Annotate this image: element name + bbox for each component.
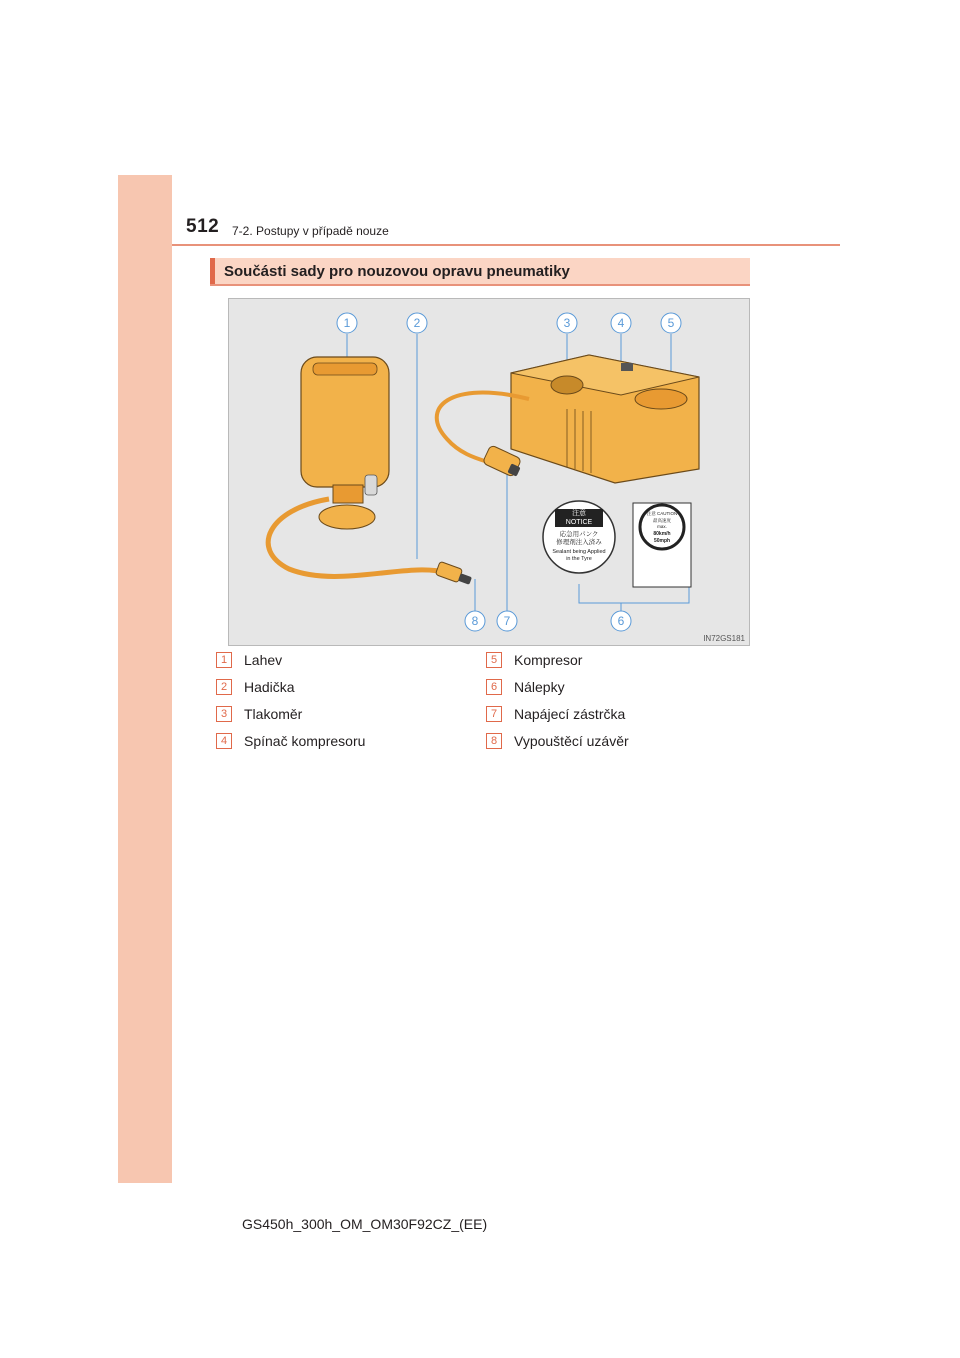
sticker-left-line6: in the Tyre [566, 556, 592, 562]
section-heading-bar [210, 258, 750, 286]
legend-text: Lahev [244, 652, 283, 668]
legend-number: 6 [486, 679, 502, 695]
legend-text: Hadička [244, 679, 295, 695]
sticker-right-line2: 最高速度 [653, 518, 671, 523]
sticker-right-line3: max. [657, 524, 667, 529]
sticker-left-line3: 応急用パンク [559, 531, 599, 538]
legend-item [216, 704, 302, 724]
legend-item [486, 731, 629, 751]
legend-item [486, 650, 582, 670]
callout-5: 5 [667, 316, 675, 330]
legend-number: 1 [216, 652, 232, 668]
sticker-left-line5: Sealant being Applied [552, 549, 606, 555]
legend-item [486, 704, 625, 724]
legend-text: Napájecí zástrčka [514, 706, 626, 722]
sticker-left-line4: 修理剤注入済み [556, 539, 602, 546]
running-header: 7-2. Postupy v případě nouze [232, 224, 389, 238]
figure-code: IN72GS181 [703, 634, 745, 643]
section-accent [210, 258, 215, 284]
callout-3: 3 [563, 316, 571, 330]
callout-1: 1 [343, 316, 351, 330]
legend-number: 7 [486, 706, 502, 722]
header-rule [172, 244, 840, 246]
compressor-shape [511, 355, 699, 483]
legend-text: Nálepky [514, 679, 565, 695]
sticker-left-line2: NOTICE [565, 519, 593, 526]
callout-6: 6 [617, 614, 625, 628]
callout-2: 2 [413, 316, 421, 330]
section-title: Součásti sady pro nouzovou opravu pneumatiky [224, 263, 570, 280]
sticker-right-line4: 80km/h [653, 531, 671, 537]
legend-number: 5 [486, 652, 502, 668]
kit-drawing [229, 299, 749, 645]
side-tab-strip [118, 175, 172, 1183]
legend-number: 3 [216, 706, 232, 722]
legend-item [216, 677, 295, 697]
legend-text: Kompresor [514, 652, 583, 668]
release-cap-shape [435, 561, 472, 584]
legend-text: Tlakoměr [244, 706, 303, 722]
callout-8: 8 [471, 614, 479, 628]
legend-number: 2 [216, 679, 232, 695]
legend-item [216, 731, 365, 751]
sticker-left-line1: 注意 [572, 510, 586, 517]
callout-7: 7 [503, 614, 511, 628]
sticker-right-line5: 50mph [653, 538, 671, 544]
legend-text: Spínač kompresoru [244, 733, 366, 749]
sticker-right-line1: 注意 CAUTION [646, 511, 678, 516]
legend-item [216, 650, 282, 670]
legend-item [486, 677, 565, 697]
footer-doc-code: GS450h_300h_OM_OM30F92CZ_(EE) [242, 1216, 488, 1232]
legend-number: 8 [486, 733, 502, 749]
legend-number: 4 [216, 733, 232, 749]
legend-text: Vypouštěcí uzávěr [514, 733, 629, 749]
kit-illustration [228, 298, 750, 646]
page-number: 512 [186, 216, 220, 237]
callout-4: 4 [617, 316, 625, 330]
